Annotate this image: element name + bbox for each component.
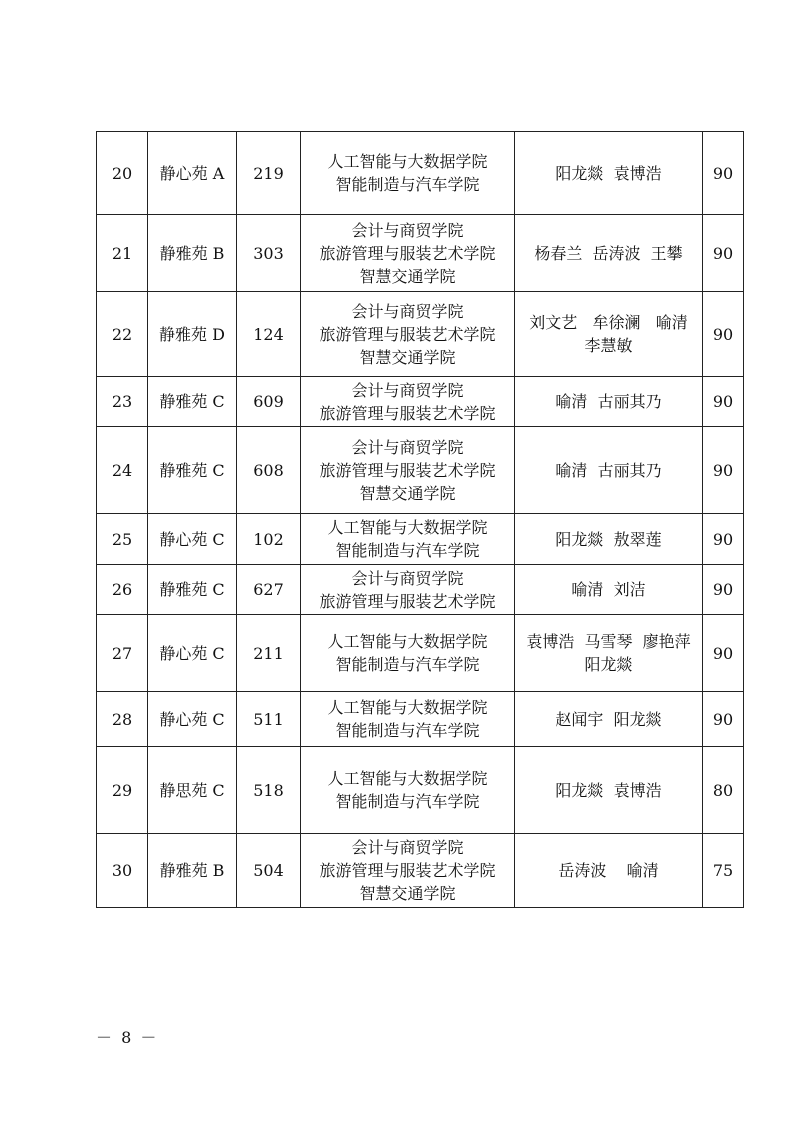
row-number-cell: 22 [97,292,148,377]
table-row [97,834,744,908]
table-row [97,565,744,615]
row-number-cell: 28 [97,692,148,747]
room-cell: 518 [237,747,301,834]
college-line: 人工智能与大数据学院 [327,632,488,651]
college-line: 旅游管理与服装艺术学院 [319,591,496,611]
colleges-cell [301,215,515,292]
table-row [97,292,744,377]
score-cell: 90 [703,615,744,692]
room-cell: 303 [237,215,301,292]
table-row [97,747,744,834]
row-number-cell: 20 [97,132,148,215]
room-cell: 627 [237,565,301,615]
building-cell: 静心苑 C [148,692,237,747]
college-line: 会计与商贸学院 [351,838,464,857]
score-cell: 80 [703,747,744,834]
colleges-cell [301,565,515,615]
building-cell: 静心苑 C [148,615,237,692]
college-line: 会计与商贸学院 [351,301,464,321]
inspectors-cell [515,427,703,514]
college-line: 会计与商贸学院 [351,568,464,588]
building-cell: 静心苑 C [148,514,237,565]
score-cell: 90 [703,377,744,427]
inspector-line: 李慧敏 [584,336,633,355]
colleges-cell [301,692,515,747]
colleges-cell [301,132,515,215]
score-cell: 90 [703,565,744,615]
college-line: 人工智能与大数据学院 [327,769,488,788]
score-cell: 75 [703,834,744,908]
college-line: 旅游管理与服装艺术学院 [319,861,496,880]
inspectors-cell [515,377,703,427]
score-cell: 90 [703,132,744,215]
college-line: 智能制造与汽车学院 [335,175,480,194]
inspectors-cell [515,834,703,908]
college-line: 智慧交通学院 [359,266,456,286]
building-cell: 静雅苑 B [148,215,237,292]
building-cell: 静心苑 A [148,132,237,215]
table-row [97,377,744,427]
room-cell: 124 [237,292,301,377]
colleges-cell [301,834,515,908]
college-line: 智慧交通学院 [359,483,456,503]
inspector-line: 阳龙燚 袁博浩 [555,780,662,800]
inspectors-cell [515,615,703,692]
room-cell: 608 [237,427,301,514]
table-row [97,215,744,292]
college-line: 人工智能与大数据学院 [327,152,488,171]
building-cell: 静思苑 C [148,747,237,834]
table-row [97,514,744,565]
row-number-cell: 23 [97,377,148,427]
college-line: 旅游管理与服装艺术学院 [319,243,496,263]
row-number-cell: 30 [97,834,148,908]
inspectors-cell [515,747,703,834]
room-cell: 504 [237,834,301,908]
row-number-cell: 25 [97,514,148,565]
building-cell: 静雅苑 C [148,377,237,427]
score-cell: 90 [703,215,744,292]
inspector-line: 杨春兰 岳涛波 王攀 [534,243,683,263]
colleges-cell [301,377,515,427]
college-line: 旅游管理与服装艺术学院 [319,460,496,480]
inspector-line: 阳龙燚 袁博浩 [555,163,662,183]
inspectors-cell [515,292,703,377]
colleges-cell [301,747,515,834]
score-cell: 90 [703,292,744,377]
table-row [97,132,744,215]
inspector-line: 岳涛波 喻清 [558,861,659,880]
college-line: 旅游管理与服装艺术学院 [319,403,496,423]
college-line: 智慧交通学院 [359,347,456,367]
inspectors-cell [515,514,703,565]
college-line: 智能制造与汽车学院 [335,721,480,740]
inspectors-cell [515,565,703,615]
college-line: 智慧交通学院 [359,884,456,903]
score-cell: 90 [703,427,744,514]
inspectors-cell [515,132,703,215]
row-number-cell: 29 [97,747,148,834]
room-cell: 219 [237,132,301,215]
table-body [97,132,744,908]
college-line: 会计与商贸学院 [351,220,464,240]
college-line: 人工智能与大数据学院 [327,518,488,537]
page-number: － 8 － [96,1028,159,1047]
score-cell: 90 [703,692,744,747]
building-cell: 静雅苑 B [148,834,237,908]
inspector-line: 袁博浩 马雪琴 廖艳萍 [526,632,691,651]
inspector-line: 阳龙燚 敖翠莲 [555,529,662,549]
colleges-cell [301,615,515,692]
inspection-table [96,131,744,908]
college-line: 会计与商贸学院 [351,437,464,457]
row-number-cell: 27 [97,615,148,692]
college-line: 旅游管理与服装艺术学院 [319,324,496,344]
college-line: 会计与商贸学院 [351,380,464,400]
room-cell: 102 [237,514,301,565]
room-cell: 511 [237,692,301,747]
inspector-line: 刘文艺 牟徐澜 喻清 [529,313,688,332]
building-cell: 静雅苑 C [148,427,237,514]
college-line: 智能制造与汽车学院 [335,792,480,811]
colleges-cell [301,514,515,565]
table-row [97,615,744,692]
row-number-cell: 26 [97,565,148,615]
college-line: 智能制造与汽车学院 [335,655,480,674]
room-cell: 211 [237,615,301,692]
inspector-line: 喻清 古丽其乃 [555,460,662,480]
room-cell: 609 [237,377,301,427]
building-cell: 静雅苑 D [148,292,237,377]
score-cell: 90 [703,514,744,565]
table-row [97,692,744,747]
inspector-line: 喻清 刘洁 [571,580,646,599]
colleges-cell [301,427,515,514]
inspector-line: 赵闻宇 阳龙燚 [555,709,662,729]
row-number-cell: 21 [97,215,148,292]
inspectors-cell [515,215,703,292]
college-line: 智能制造与汽车学院 [335,541,480,560]
colleges-cell [301,292,515,377]
inspector-line: 阳龙燚 [584,655,633,674]
inspectors-cell [515,692,703,747]
college-line: 人工智能与大数据学院 [327,698,488,717]
table-row [97,427,744,514]
building-cell: 静雅苑 C [148,565,237,615]
inspector-line: 喻清 古丽其乃 [555,392,662,411]
row-number-cell: 24 [97,427,148,514]
